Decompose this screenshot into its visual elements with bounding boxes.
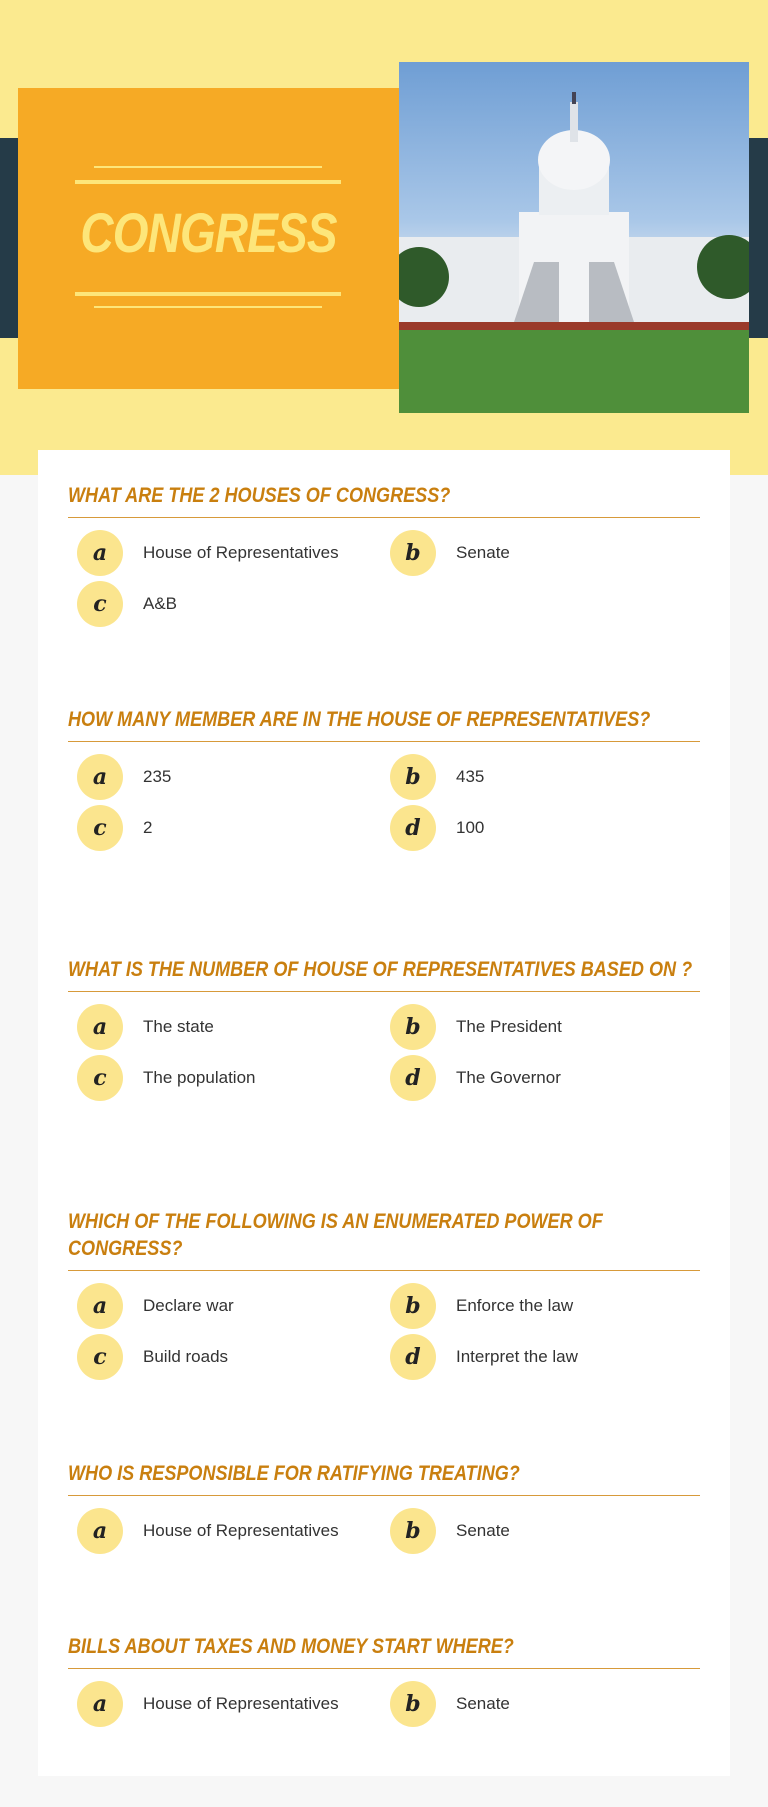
- option-text: The population: [143, 1068, 256, 1087]
- option-text: House of Representatives: [143, 543, 339, 562]
- option-text: The President: [456, 1017, 562, 1036]
- option-text: Enforce the law: [456, 1296, 574, 1315]
- divider: [75, 180, 341, 184]
- option-text: 2: [143, 818, 153, 837]
- option-letter-badge: a: [77, 1508, 123, 1554]
- option-text: Senate: [456, 1521, 510, 1540]
- option-a[interactable]: [77, 1283, 234, 1329]
- page-title: CONGRESS: [80, 201, 337, 264]
- question-3: [68, 956, 700, 1102]
- capitol-photo: [399, 62, 749, 413]
- option-b[interactable]: [390, 1004, 562, 1050]
- option-text: House of Representatives: [143, 1694, 339, 1713]
- option-c[interactable]: [77, 805, 152, 851]
- question-title: HOW MANY MEMBER ARE IN THE HOUSE OF REPRESENTATIVES?: [68, 708, 651, 731]
- option-letter-badge: d: [390, 805, 436, 851]
- option-d[interactable]: [390, 1055, 561, 1101]
- option-letter-badge: b: [390, 1681, 436, 1727]
- option-letter-badge: c: [77, 581, 123, 627]
- option-text: Declare war: [143, 1296, 234, 1315]
- option-b[interactable]: [390, 1283, 573, 1329]
- question-2: [68, 706, 700, 852]
- option-a[interactable]: [77, 754, 171, 800]
- option-letter-badge: a: [77, 1681, 123, 1727]
- option-a[interactable]: [77, 530, 339, 576]
- option-text: House of Representatives: [143, 1521, 339, 1540]
- option-text: A&B: [143, 594, 178, 613]
- option-letter-badge: b: [390, 1283, 436, 1329]
- option-text: The Governor: [456, 1068, 561, 1087]
- option-text: 100: [456, 818, 485, 837]
- question-title: WHAT IS THE NUMBER OF HOUSE OF REPRESENTATIVES BASED ON ?: [68, 958, 693, 981]
- option-text: Senate: [456, 1694, 510, 1713]
- question-title: WHAT ARE THE 2 HOUSES OF CONGRESS?: [68, 484, 451, 507]
- option-text: 235: [143, 767, 172, 786]
- option-c[interactable]: [77, 1334, 228, 1380]
- option-letter-badge: b: [390, 754, 436, 800]
- option-c[interactable]: [77, 581, 177, 627]
- option-b[interactable]: [390, 1508, 510, 1554]
- option-letter-badge: a: [77, 1004, 123, 1050]
- question-1: [68, 482, 700, 628]
- option-letter-badge: b: [390, 1508, 436, 1554]
- option-d[interactable]: [390, 1334, 578, 1380]
- option-letter-badge: a: [77, 754, 123, 800]
- option-b[interactable]: [390, 1681, 510, 1727]
- title-box: [18, 88, 399, 389]
- option-letter-badge: b: [390, 530, 436, 576]
- divider: [94, 306, 322, 308]
- question-4: [68, 1208, 700, 1381]
- option-letter-badge: a: [77, 530, 123, 576]
- option-text: The state: [143, 1017, 214, 1036]
- option-text: Interpret the law: [456, 1347, 578, 1366]
- option-letter-badge: c: [77, 1334, 123, 1380]
- option-a[interactable]: [77, 1681, 339, 1727]
- option-letter-badge: a: [77, 1283, 123, 1329]
- option-d[interactable]: [390, 805, 484, 851]
- option-a[interactable]: [77, 1508, 339, 1554]
- question-6: [68, 1633, 700, 1729]
- option-text: Build roads: [143, 1347, 229, 1366]
- question-title: WHO IS RESPONSIBLE FOR RATIFYING TREATING?: [68, 1462, 520, 1485]
- option-letter-badge: d: [390, 1055, 436, 1101]
- divider: [75, 292, 341, 296]
- quiz-card: [38, 450, 730, 1776]
- option-b[interactable]: [390, 530, 510, 576]
- question-title: WHICH OF THE FOLLOWING IS AN ENUMERATED POWER OF CONGRESS?: [68, 1210, 603, 1260]
- option-text: Senate: [456, 543, 510, 562]
- question-5: [68, 1460, 700, 1556]
- option-b[interactable]: [390, 754, 484, 800]
- question-title: BILLS ABOUT TAXES AND MONEY START WHERE?: [68, 1635, 514, 1658]
- option-letter-badge: b: [390, 1004, 436, 1050]
- option-c[interactable]: [77, 1055, 255, 1101]
- option-letter-badge: c: [77, 805, 123, 851]
- option-letter-badge: d: [390, 1334, 436, 1380]
- option-text: 435: [456, 767, 485, 786]
- option-letter-badge: c: [77, 1055, 123, 1101]
- option-a[interactable]: [77, 1004, 214, 1050]
- divider: [94, 166, 322, 168]
